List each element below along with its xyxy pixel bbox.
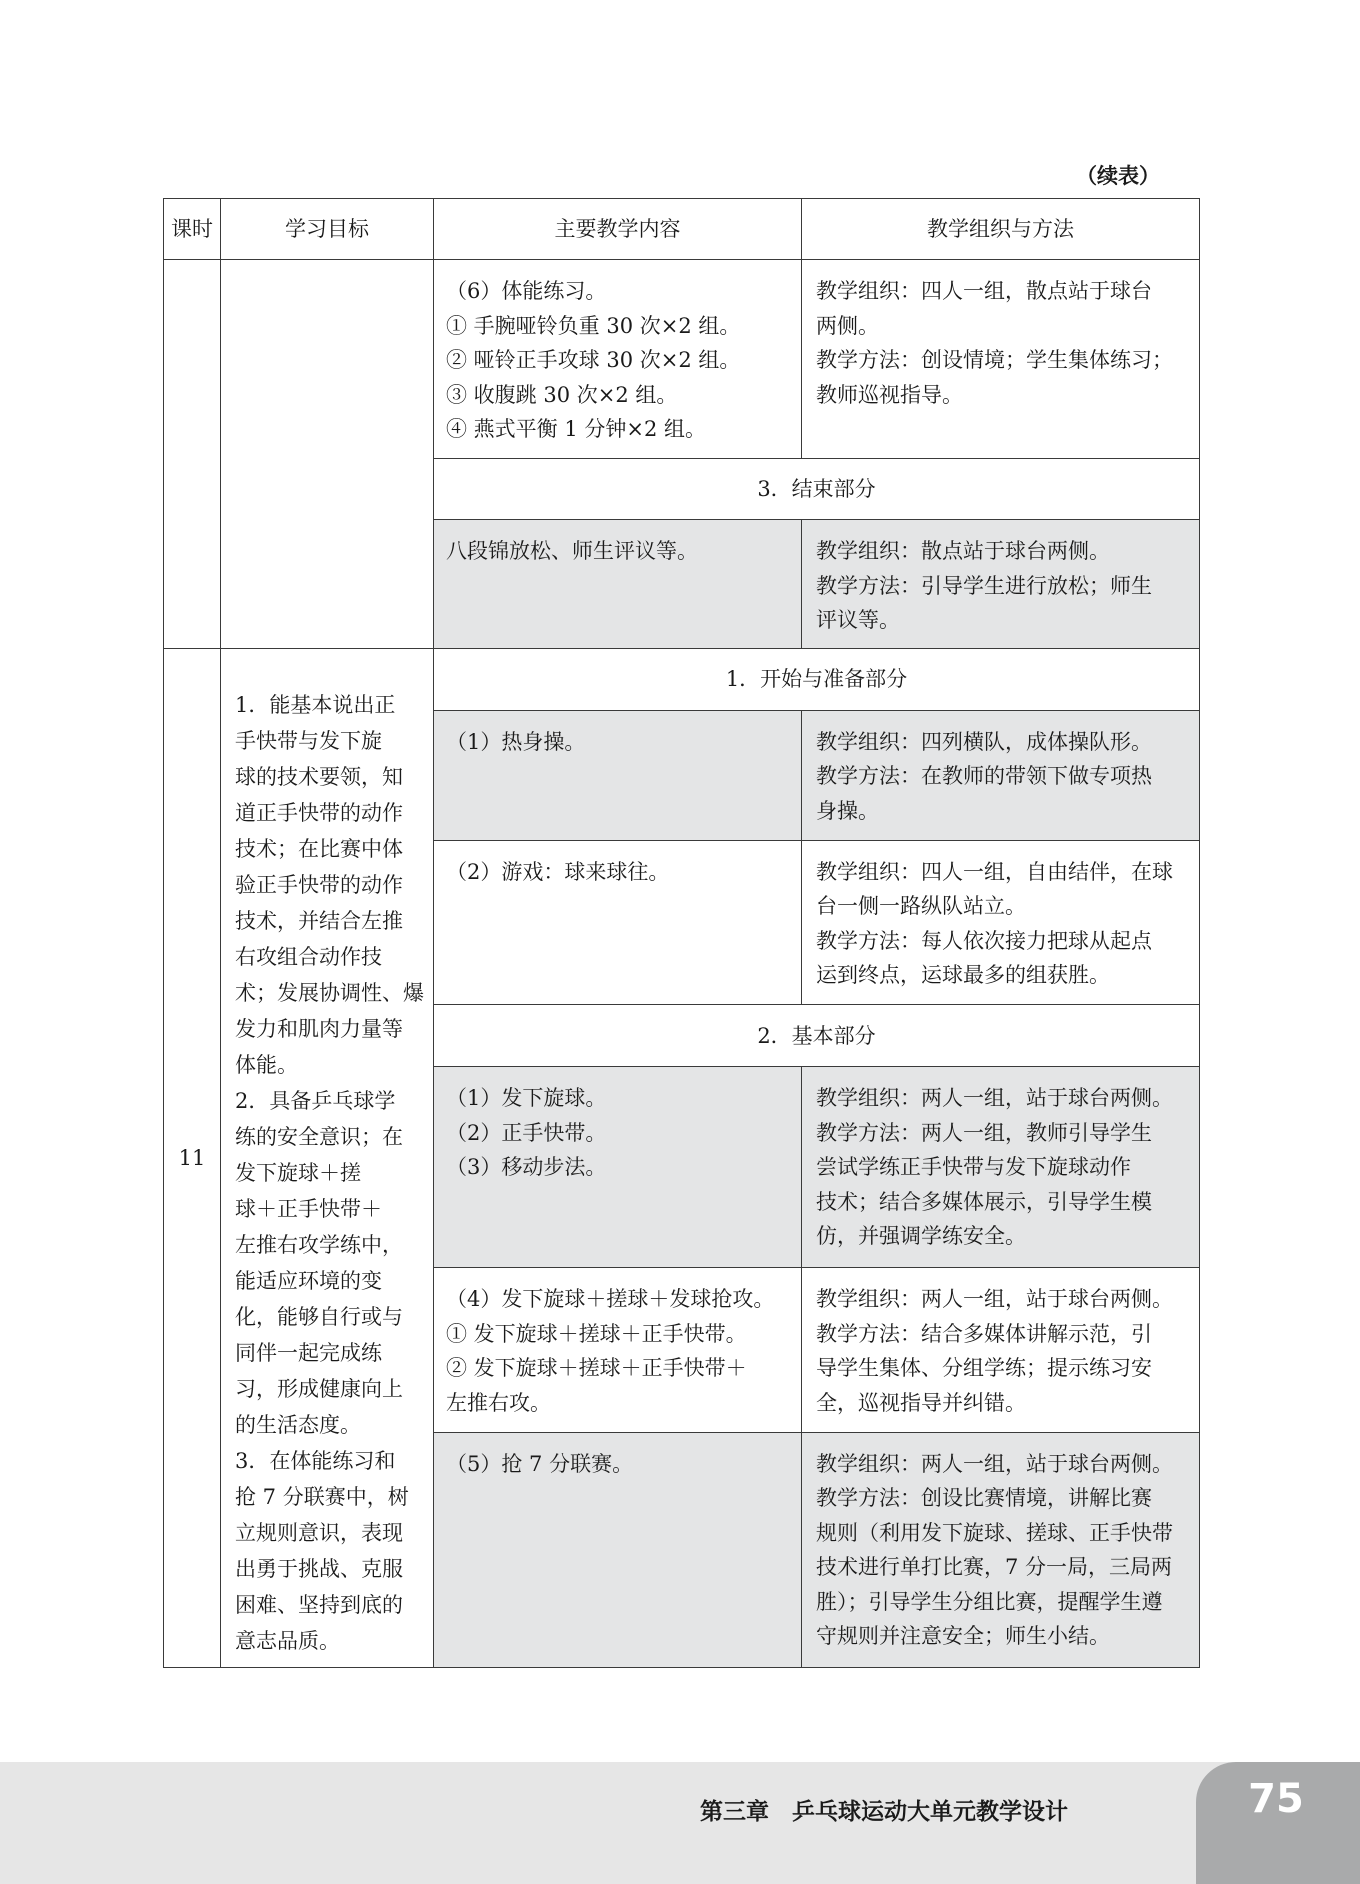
method-line: 胜）；引导学生分组比赛，提醒学生遵 [816, 1589, 1163, 1614]
content-cell [434, 1432, 802, 1667]
method-line: 技术；结合多媒体展示，引导学生模 [816, 1189, 1152, 1214]
method-line: 教学方法：创设比赛情境，讲解比赛 [816, 1486, 1152, 1511]
method-cell [802, 1067, 1200, 1268]
method-line: 教学方法：两人一组，教师引导学生 [816, 1120, 1152, 1145]
content-cell [434, 840, 802, 1005]
goal-line: 球的技术要领，知 [235, 765, 403, 789]
content-line: （5）抢 7 分联赛。 [446, 1451, 634, 1476]
goal-line: 手快带与发下旋 [235, 729, 382, 753]
method-line: 教学方法：创设情境；学生集体练习； [816, 348, 1173, 372]
content-cell [434, 1268, 802, 1433]
page-footer [0, 1762, 1360, 1884]
header-method: 教学组织与方法 [802, 199, 1200, 260]
goal-line: 困难、坚持到底的 [235, 1593, 403, 1617]
goal-line: 能适应环境的变 [235, 1269, 382, 1293]
section-heading: 1．开始与准备部分 [434, 649, 1200, 711]
content-cell [434, 260, 802, 459]
method-line: 身操。 [816, 798, 879, 823]
goal-line: 验正手快带的动作 [235, 873, 403, 897]
method-cell [802, 1268, 1200, 1433]
goal-line: 体能。 [235, 1053, 298, 1077]
method-line: 教学方法：在教师的带领下做专项热 [816, 764, 1152, 789]
method-line: 教学方法：每人依次接力把球从起点 [816, 928, 1152, 953]
table-row [164, 260, 1200, 459]
goal-line: 立规则意识，表现 [235, 1521, 403, 1545]
content-line: （2）正手快带。 [446, 1120, 607, 1145]
goal-line: 3．在体能练习和 [235, 1449, 396, 1473]
goal-line: 的生活态度。 [235, 1413, 361, 1437]
content-line: 八段锦放松、师生评议等。 [446, 539, 698, 563]
content-line: （2）游戏：球来球往。 [446, 859, 670, 884]
content-cell [434, 520, 802, 649]
goal-line: 左推右攻学练中， [235, 1233, 403, 1257]
method-line: 教学组织：四人一组，自由结伴，在球 [816, 859, 1173, 884]
content-line: ① 手腕哑铃负重 30 次×2 组。 [446, 313, 741, 338]
header-content: 主要教学内容 [434, 199, 802, 260]
goal-line: 抢 7 分联赛中，树 [235, 1485, 409, 1509]
method-line: 全，巡视指导并纠错。 [816, 1390, 1026, 1415]
method-line: 台一侧一路纵队站立。 [816, 894, 1026, 919]
method-line: 仿，并强调学练安全。 [816, 1224, 1026, 1249]
continued-label: （续表） [1076, 164, 1160, 188]
method-cell [802, 1432, 1200, 1667]
goal-line: 意志品质。 [235, 1629, 340, 1653]
goal-line: 同伴一起完成练 [235, 1341, 382, 1365]
content-cell [434, 710, 802, 840]
method-line: 教学组织：四列横队，成体操队形。 [816, 729, 1152, 754]
method-line: 评议等。 [816, 608, 900, 632]
section-heading: 3．结束部分 [434, 459, 1200, 520]
method-line: 导学生集体、分组学练；提示练习安 [816, 1356, 1152, 1381]
goal-line: 出勇于挑战、克服 [235, 1557, 403, 1581]
goal-line: 练的安全意识；在 [235, 1125, 403, 1149]
content-line: ③ 收腹跳 30 次×2 组。 [446, 382, 678, 407]
section-heading: 2．基本部分 [434, 1005, 1200, 1067]
method-line: 教学组织：两人一组，站于球台两侧。 [816, 1287, 1173, 1312]
content-cell [434, 1067, 802, 1268]
goal-line: 2．具备乒乓球学 [235, 1089, 396, 1113]
goal-line: 化，能够自行或与 [235, 1305, 403, 1329]
lesson-number: 11 [164, 649, 221, 1668]
method-line: 两侧。 [816, 313, 879, 338]
content-line: （4）发下旋球＋搓球＋发球抢攻。 [446, 1287, 775, 1312]
table-header-row [164, 199, 1200, 260]
content-line: （6）体能练习。 [446, 279, 607, 303]
method-line: 规则（利用发下旋球、搓球、正手快带 [816, 1520, 1173, 1545]
chapter-title: 第三章 乒乓球运动大单元教学设计 [700, 1799, 1068, 1825]
method-line: 教师巡视指导。 [816, 382, 963, 407]
method-line: 守规则并注意安全；师生小结。 [816, 1624, 1110, 1649]
goal-line: 道正手快带的动作 [235, 801, 403, 825]
header-goal: 学习目标 [221, 199, 434, 260]
method-line: 教学组织：散点站于球台两侧。 [816, 539, 1110, 563]
goal-line: 技术，并结合左推 [235, 909, 403, 933]
goal-line: 球＋正手快带＋ [235, 1197, 382, 1221]
header-lesson: 课时 [164, 199, 221, 260]
content-line: （3）移动步法。 [446, 1155, 607, 1180]
goal-cell-empty [221, 260, 434, 649]
method-cell [802, 520, 1200, 649]
content-line: （1）发下旋球。 [446, 1086, 607, 1111]
goal-line: 习，形成健康向上 [235, 1377, 403, 1401]
method-line: 教学方法：结合多媒体讲解示范，引 [816, 1321, 1152, 1346]
goal-line: 右攻组合动作技 [235, 945, 382, 969]
goal-line: 技术；在比赛中体 [235, 837, 403, 861]
goal-line: 发力和肌肉力量等 [235, 1017, 403, 1041]
method-line: 教学组织：两人一组，站于球台两侧。 [816, 1086, 1173, 1111]
section-row [164, 649, 1200, 711]
goal-line: 1．能基本说出正 [235, 693, 396, 717]
content-line: 左推右攻。 [446, 1390, 551, 1415]
learning-goals-cell [221, 649, 434, 1668]
page-number: 75 [1248, 1776, 1304, 1822]
goal-line: 术；发展协调性、爆 [235, 981, 424, 1005]
goal-line: 发下旋球＋搓 [235, 1161, 361, 1185]
method-cell [802, 840, 1200, 1005]
content-line: ② 哑铃正手攻球 30 次×2 组。 [446, 348, 741, 372]
method-line: 教学方法：引导学生进行放松；师生 [816, 573, 1152, 598]
content-line: ② 发下旋球＋搓球＋正手快带＋ [446, 1356, 747, 1381]
content-line: （1）热身操。 [446, 729, 586, 754]
method-line: 教学组织：两人一组，站于球台两侧。 [816, 1451, 1173, 1476]
method-cell [802, 260, 1200, 459]
content-line: ④ 燕式平衡 1 分钟×2 组。 [446, 417, 707, 441]
lesson-plan-table [163, 198, 1200, 1668]
method-line: 运到终点，运球最多的组获胜。 [816, 963, 1110, 988]
method-line: 技术进行单打比赛，7 分一局，三局两 [816, 1555, 1173, 1580]
method-line: 尝试学练正手快带与发下旋球动作 [816, 1155, 1131, 1180]
lesson-cell-empty [164, 260, 221, 649]
content-line: ① 发下旋球＋搓球＋正手快带。 [446, 1321, 747, 1346]
method-line: 教学组织：四人一组，散点站于球台 [816, 279, 1152, 303]
method-cell [802, 710, 1200, 840]
